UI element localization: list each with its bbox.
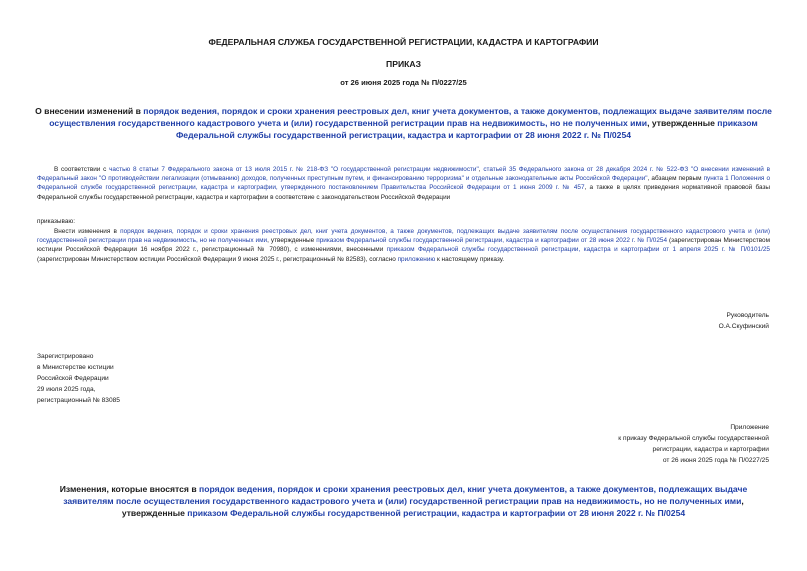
order-0101-link[interactable]: приказом Федеральной службы государственной регистрации, кадастра и картографии от 1 апреля 2025 г. № П/0101/25	[386, 246, 770, 254]
procedure-link[interactable]: порядок ведения, порядок и сроки хранения реестровых дел, книг учета документов, а также документов, подлежащих выдаче заявителям после осуществления государственного кадастрового учета и (или) государственной регистрации прав на недвижимость, но не полученных ими	[37, 228, 770, 245]
title-middle: , утвержденные	[647, 118, 718, 128]
preamble-text-4: , а также в целях приведения нормативной правовой базы Федеральной службы государственной регистрации, кадастра и картографии в соответствие с законодательством Российской Федерации	[37, 184, 771, 201]
amendments-order-link[interactable]: приказом Федеральной службы государственной регистрации, кадастра и картографии от 28 июня 2022 г. № П/0254	[187, 508, 686, 518]
order-0254-link[interactable]: приказом Федеральной службы государственной регистрации, кадастра и картографии от 28 июня 2022 г. № П/0254	[316, 237, 668, 245]
preamble-text-3: , абзацем первым	[647, 175, 704, 183]
preamble-text-1: В соответствии с	[54, 166, 110, 173]
amendments-title	[37, 483, 770, 519]
signature-name: О.А.Скуфинский	[718, 323, 769, 330]
registration-line: Российской Федерации	[37, 375, 109, 382]
appendix-line: к приказу Федеральной службы государственной	[618, 435, 769, 442]
amendments-prefix: Изменения, которые вносятся в	[59, 484, 199, 494]
law-522-link[interactable]: статьей 35 Федерального закона от 28 декабря 2024 г. № 522-ФЗ "О внесении изменений в Федеральный закон "О противодействии легализации (отмыванию) доходов, полученных преступным путем, и финансированию терроризма" и отдельные законодательные акты Российской Федерации"	[37, 166, 770, 183]
agency-heading: ФЕДЕРАЛЬНАЯ СЛУЖБА ГОСУДАРСТВЕННОЙ РЕГИСТРАЦИИ, КАДАСТРА И КАРТОГРАФИИ	[208, 37, 599, 47]
page-title	[32, 105, 775, 141]
document-type: ПРИКАЗ	[386, 59, 421, 69]
amendments-middle: , утвержденные	[121, 496, 744, 518]
decree-word: приказываю:	[37, 218, 75, 225]
order-text-2: , утвержденные	[267, 237, 317, 245]
regulation-457-link[interactable]: пункта 1 Положения о Федеральной службе государственной регистрации, кадастра и картографии, утвержденного постановлением Правительства Российской Федерации от 1 июня 2009 г. № 457	[37, 175, 771, 192]
order-text-1: Внести изменения в	[54, 228, 121, 235]
signature-role: Руководитель	[726, 312, 769, 319]
order-text-5: к настоящему приказу.	[435, 255, 505, 263]
registration-line: Зарегистрировано	[37, 353, 94, 360]
order-text-3: (зарегистрирован Министерством юстиции Российской Федерации 16 ноября 2022 г., регистрационный № 70980), с изменениями, внесенными	[37, 237, 770, 254]
appendix-block	[618, 422, 769, 466]
title-prefix: О внесении изменений в	[35, 106, 144, 116]
preamble-text-2: ,	[478, 166, 484, 173]
law-218-link[interactable]: частью 8 статьи 7 Федерального закона от 13 июля 2015 г. № 218-ФЗ "О государственной регистрации недвижимости"	[109, 166, 479, 173]
order-paragraph	[37, 227, 770, 264]
appendix-line: от 26 июня 2025 года № П/0227/25	[662, 457, 769, 464]
appendix-line: регистрации, кадастра и картографии	[652, 446, 769, 453]
document-date: от 26 июня 2025 года № П/0227/25	[340, 78, 467, 87]
registration-line: регистрационный № 83085	[37, 397, 120, 404]
order-text-4: (зарегистрирован Министерством юстиции Российской Федерации 9 июня 2025 г., регистрационный № 82583), согласно	[37, 255, 398, 263]
registration-line: 29 июля 2025 года,	[37, 386, 96, 393]
signature-block	[719, 310, 769, 332]
appendix-line: Приложение	[730, 424, 769, 431]
preamble-paragraph	[37, 165, 770, 202]
registration-block	[37, 351, 120, 406]
title-procedure-link[interactable]: порядок ведения, порядок и сроки хранения реестровых дел, книг учета документов, а также документов, подлежащих выдаче заявителям после осуществления государственного кадастрового учета и (или) государственной регистрации прав на недвижимость, но не полученных ими	[49, 106, 772, 128]
title-order-link[interactable]: приказом Федеральной службы государственной регистрации, кадастра и картографии от 28 июня 2022 г. № П/0254	[175, 118, 758, 140]
registration-line: в Министерстве юстиции	[37, 364, 114, 371]
appendix-link[interactable]: приложению	[397, 255, 436, 263]
amendments-procedure-link[interactable]: порядок ведения, порядок и сроки хранения реестровых дел, книг учета документов, а также документов, подлежащих выдаче заявителям после осуществления государственного кадастрового учета и (или) государственной регистрации прав на недвижимость, но не полученных ими	[63, 484, 748, 506]
